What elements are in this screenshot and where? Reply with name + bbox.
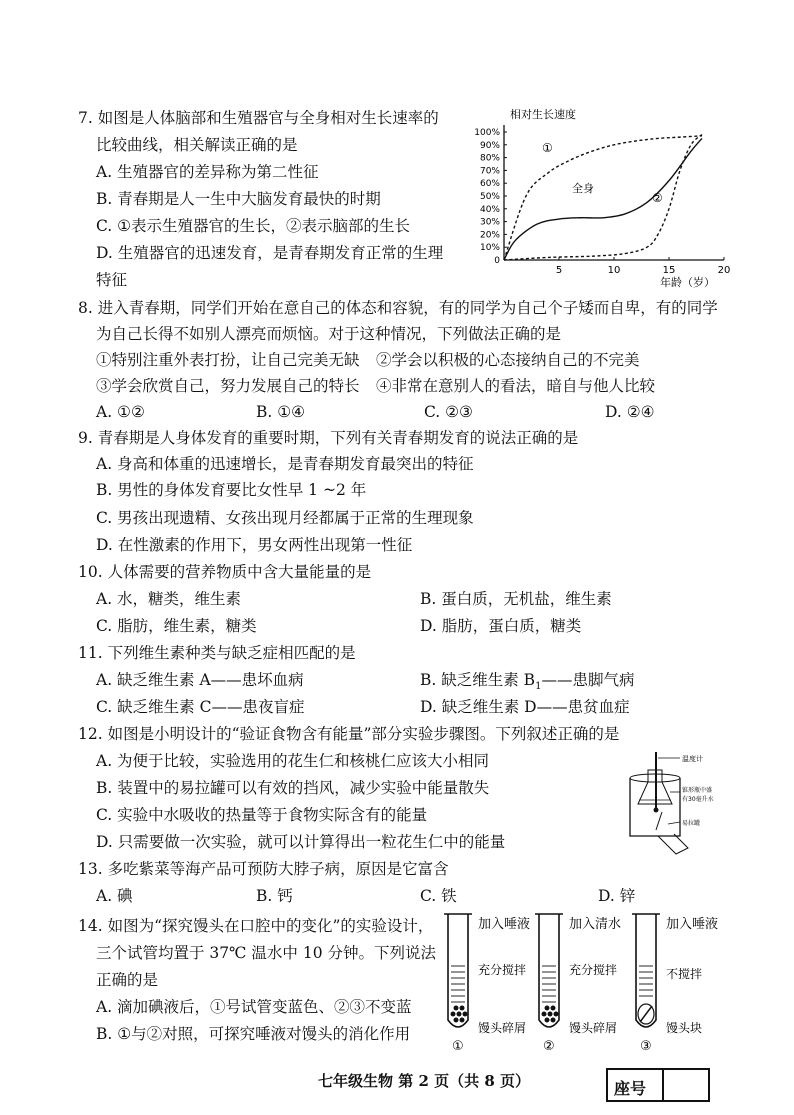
tube-2-mid-label: 充分搅拌 [569, 963, 618, 977]
page-footer: 七年级生物 第 2 页（共 8 页） [318, 1072, 530, 1090]
q7-stem-line1: 7. 如图是人体脑部和生殖器官与全身相对生长速率的 [78, 109, 439, 127]
q10-option-b: B. 蛋白质，无机盐，维生素 [420, 590, 612, 608]
q8-statement-2: ②学会以积极的心态接纳自己的不完美 [376, 351, 640, 369]
q9-option-a: A. 身高和体重的迅速增长，是青春期发育最突出的特征 [96, 455, 474, 473]
y-tick-label: 70% [479, 166, 500, 177]
q11-option-c: C. 缺乏维生素 C——患夜盲症 [96, 698, 305, 716]
q13-option-a: A. 碘 [96, 887, 133, 905]
q8-stem-line1: 8. 进入青春期，同学们开始在意自己的体态和容貌，有的同学为自己个子矮而自卑，有的同学 [78, 299, 718, 317]
series-whole-body-label: 全身 [572, 182, 594, 195]
q11-option-b: B. 缺乏维生素 $B_1——$患脚气病 [420, 671, 635, 693]
label-flask-line1: 锥形瓶中盛 [682, 787, 713, 794]
q9-option-c: C. 男孩出现遗精、女孩出现月经都属于正常的生理现象 [96, 509, 474, 527]
tube-1-number: ① [452, 1039, 464, 1054]
q7-option-d-line1: D. 生殖器官的迅速发育，是青春期发育正常的生理 [96, 244, 444, 262]
q11-stem: 11. 下列维生素种类与缺乏症相匹配的是 [78, 644, 356, 662]
tube-3-bottom-label: 馒头块 [666, 1021, 703, 1035]
x-tick-label: 5 [555, 265, 563, 276]
q9-stem: 9. 青春期是人身体发育的重要时期，下列有关青春期发育的说法正确的是 [78, 429, 579, 447]
test-tube-1 [444, 914, 472, 1027]
y-tick-label: 80% [479, 153, 500, 164]
q8-statement-4: ④非常在意别人的看法，暗自与他人比较 [376, 377, 656, 395]
q13-option-c: C. 铁 [420, 887, 457, 905]
y-tick-label: 60% [479, 179, 500, 190]
tube-1-top-label: 加入唾液 [478, 917, 531, 932]
y-tick-label: 30% [479, 217, 500, 228]
q8-option-c: C. ②③ [424, 403, 473, 421]
growth-rate-chart [462, 100, 732, 295]
hand [658, 834, 688, 854]
tube-2-bottom-label: 馒头碎屑 [569, 1021, 618, 1035]
q14-stem-line1: 14. 如图为“探究馒头在口腔中的变化”的实验设计， [78, 917, 434, 935]
x-axis-label: 年龄（岁） [660, 276, 715, 289]
y-axis-label: 相对生长速度 [510, 108, 576, 121]
q7-option-b: B. 青春期是人一生中大脑发育最快的时期 [96, 190, 381, 208]
q7-option-a: A. 生殖器官的差异称为第二性征 [96, 163, 319, 181]
tube-3-top-label: 加入唾液 [666, 917, 719, 932]
q12-option-b: B. 装置中的易拉罐可以有效的挡风，减少实验中能量散失 [96, 779, 490, 797]
q11-option-d: D. 缺乏维生素 D——患贫血症 [420, 698, 630, 716]
seat-number-label: 座号 [614, 1079, 647, 1098]
calorimeter-apparatus-figure [618, 748, 723, 858]
y-tick-label: 50% [479, 192, 500, 202]
label-flask-line2: 有30毫升水 [682, 796, 714, 803]
q10-stem: 10. 人体需要的营养物质中含大量能量的是 [78, 563, 372, 581]
q8-statement-3: ③学会欣赏自己，努力发展自己的特长 [96, 377, 360, 395]
q13-option-b: B. 钙 [256, 887, 293, 905]
x-tick-label: 15 [662, 265, 676, 276]
test-tube-2 [535, 914, 563, 1027]
q12-option-d: D. 只需要做一次实验，就可以计算得出一粒花生仁中的能量 [96, 833, 506, 851]
y-tick-label: 20% [479, 230, 500, 241]
series-2-label: ② [652, 191, 663, 205]
q8-option-a: A. ①② [96, 403, 145, 421]
y-tick-label: 100% [474, 128, 500, 138]
tube-2-top-label: 加入清水 [569, 917, 622, 932]
test-tubes-figure [440, 910, 740, 1060]
q8-option-d: D. ②④ [605, 403, 655, 421]
q7-stem-line2: 比较曲线，相关解读正确的是 [96, 136, 298, 154]
q13-stem: 13. 多吃紫菜等海产品可预防大脖子病，原因是它富含 [78, 860, 449, 878]
q12-option-c: C. 实验中水吸收的热量等于食物实际含有的能量 [96, 806, 428, 824]
q13-option-d: D. 锌 [598, 887, 636, 905]
tube-3-mid-label: 不搅拌 [666, 967, 703, 981]
q8-option-b: B. ①④ [256, 403, 306, 421]
y-tick-label: 90% [479, 140, 500, 151]
tube-1-bottom-label: 馒头碎屑 [478, 1021, 527, 1035]
q10-option-c: C. 脂肪，维生素，糖类 [96, 617, 257, 635]
q14-option-b: B. ①与②对照，可探究唾液对馒头的消化作用 [96, 1025, 411, 1043]
needle [656, 812, 662, 830]
y-tick-label: 10% [479, 243, 500, 254]
label-soda-can: 易拉罐 [682, 820, 701, 827]
q10-option-a: A. 水，糖类，维生素 [96, 590, 242, 608]
series-1-label: ① [542, 141, 553, 155]
q12-stem: 12. 如图是小明设计的“验证食物含有能量”部分实验步骤图。下列叙述正确的是 [78, 725, 620, 743]
series-line-3 [504, 135, 702, 260]
x-tick-label: 20 [717, 265, 731, 276]
q14-option-a: A. 滴加碘液后，①号试管变蓝色、②③不变蓝 [96, 998, 412, 1016]
label-thermometer: 温度计 [682, 755, 703, 763]
q7-option-d-line2: 特征 [96, 271, 128, 289]
test-tube-3 [632, 914, 660, 1027]
q11-option-a: A. 缺乏维生素 A——患坏血病 [96, 671, 304, 689]
q9-option-d: D. 在性激素的作用下，男女两性出现第一性征 [96, 536, 413, 554]
q12-option-a: A. 为便于比较，实验选用的花生仁和核桃仁应该大小相同 [96, 752, 490, 770]
q10-option-d: D. 脂肪，蛋白质，糖类 [420, 617, 582, 635]
x-tick-label: 10 [607, 265, 621, 276]
q9-option-b: B. 男性的身体发育要比女性早 1 ~2 年 [96, 481, 367, 499]
seat-number-box [606, 1068, 710, 1102]
tube-2-number: ② [543, 1039, 555, 1054]
y-tick-label: 40% [479, 204, 500, 215]
tube-1-mid-label: 充分搅拌 [478, 963, 527, 977]
q14-stem-line3: 正确的是 [96, 971, 159, 989]
q14-stem-line2: 三个试管均置于 37℃ 温水中 10 分钟。下列说法 [96, 944, 436, 962]
y-tick-label: 0 [494, 256, 500, 266]
tube-3-number: ③ [640, 1039, 652, 1054]
q8-statement-1: ①特别注重外表打扮，让自己完美无缺 [96, 351, 360, 369]
q7-option-c: C. ①表示生殖器官的生长，②表示脑部的生长 [96, 217, 411, 235]
q8-stem-line2: 为自己长得不如别人漂亮而烦恼。对于这种情况，下列做法正确的是 [96, 325, 562, 343]
